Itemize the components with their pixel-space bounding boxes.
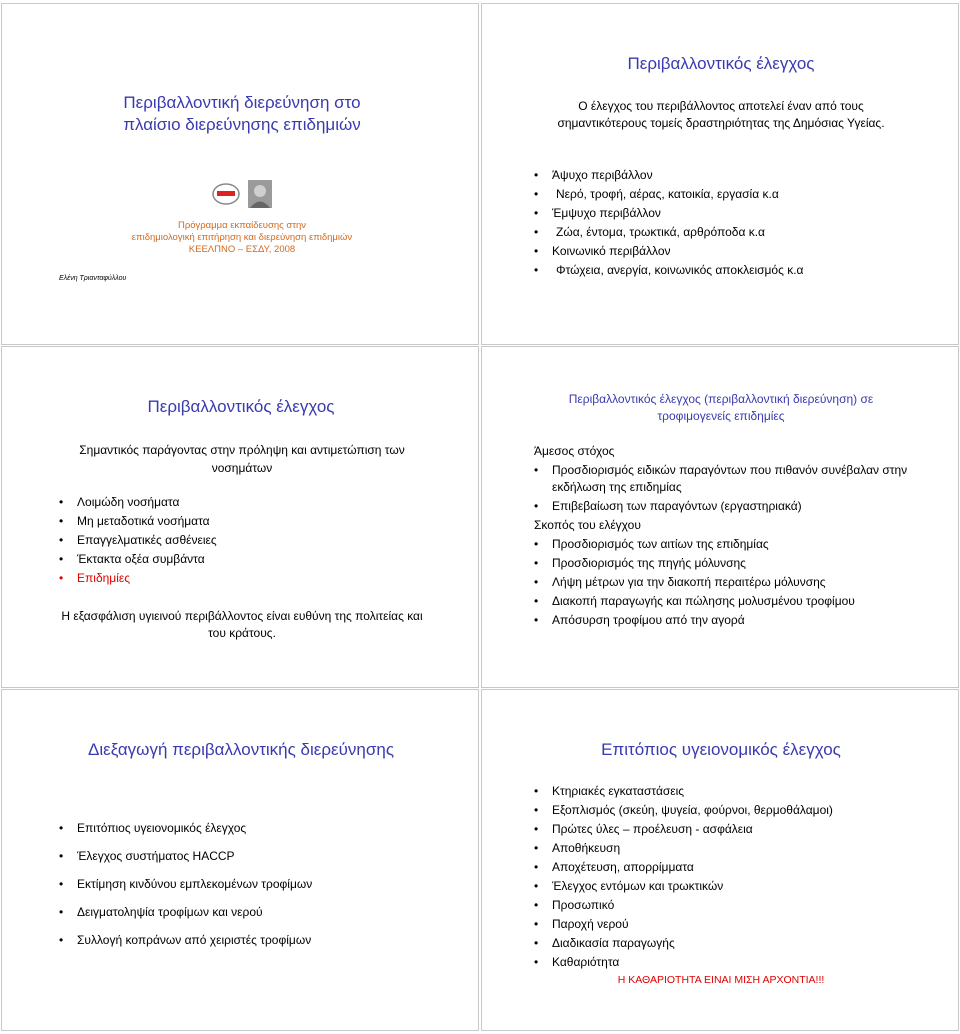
list-item: • Πρώτες ύλες – προέλευση - ασφάλεια — [534, 822, 944, 841]
slide-on-site-inspection — [481, 689, 959, 1031]
slide4-title: Περιβαλλοντικός έλεγχος (περιβαλλοντική διερεύνηση) σε τροφιμογενείς επιδημίες — [568, 392, 874, 423]
slide2-intro: Ο έλεγχος του περιβάλλοντος αποτελεί έναν από τους σημαντικότερους τομείς δραστηριότητας της Δημόσιας Υγείας. — [557, 99, 885, 130]
list-item: • Άψυχο περιβάλλον — [534, 168, 934, 187]
list-item: • Παροχή νερού — [534, 917, 944, 936]
slide4-content — [534, 443, 934, 631]
slide3-title: Περιβαλλοντικός έλεγχος — [147, 397, 335, 416]
slide-investigation-conduct — [1, 689, 479, 1031]
list-item: • Κτηριακές εγκαταστάσεις — [534, 784, 944, 803]
list-item: • Έλεγχος συστήματος HACCP — [59, 849, 459, 877]
list-item: • Μη μεταδοτικά νοσήματα — [59, 514, 439, 533]
highlight-item: • Επιδημίες — [59, 571, 439, 590]
slide-environmental-control-2 — [1, 346, 479, 688]
program-line-2: επιδημιολογική επιτήρηση και διερεύνηση επιδημιών — [131, 232, 353, 243]
list-item: • Καθαριότητα — [534, 955, 944, 974]
slide5-list — [59, 821, 459, 961]
list-item: • Έμψυχο περιβάλλον — [534, 206, 934, 225]
list-item: • Προσδιορισμός των αιτίων της επιδημίας — [534, 536, 934, 553]
slide3-closing: Η εξασφάλιση υγιεινού περιβάλλοντος είναι ευθύνη της πολιτείας και του κράτους. — [61, 609, 423, 640]
list-item: • Αποχέτευση, απορρίμματα — [534, 860, 944, 879]
list-item: • Λήψη μέτρων για την διακοπή περαιτέρω μόλυνσης — [534, 574, 934, 591]
sub-item: • Νερό, τροφή, αέρας, κατοικία, εργασία κ.α — [534, 187, 934, 206]
program-line-1: Πρόγραμμα εκπαίδευσης στην — [177, 220, 306, 231]
list-item: • Δειγματοληψία τροφίμων και νερού — [59, 905, 459, 933]
slide6-note: Η ΚΑΘΑΡΙΟΤΗΤΑ ΕΙΝΑΙ ΜΙΣΗ ΑΡΧΟΝΤΙΑ!!! — [617, 974, 825, 986]
list-item: • Εξοπλισμός (σκεύη, ψυγεία, φούρνοι, θερμοθάλαμοι) — [534, 803, 944, 822]
slide6-title: Επιτόπιος υγειονομικός έλεγχος — [601, 740, 841, 759]
section-heading: Άμεσος στόχος — [534, 444, 615, 458]
slide2-list — [534, 168, 934, 282]
list-item: • Έκτακτα οξέα συμβάντα — [59, 552, 439, 571]
list-item: • Επιτόπιος υγειονομικός έλεγχος — [59, 821, 459, 849]
list-item: • Διαδικασία παραγωγής — [534, 936, 944, 955]
sub-item: • Φτώχεια, ανεργία, κοινωνικός αποκλεισμός κ.α — [534, 263, 934, 282]
list-item: • Έλεγχος εντόμων και τρωκτικών — [534, 879, 944, 898]
list-item: • Λοιμώδη νοσήματα — [59, 495, 439, 514]
slide-environmental-control — [481, 3, 959, 345]
list-item: • Προσδιορισμός ειδικών παραγόντων που πιθανόν συνέβαλαν στην εκδήλωση της επιδημίας — [534, 462, 934, 496]
list-item: • Διακοπή παραγωγής και πώλησης μολυσμένου τροφίμου — [534, 593, 934, 610]
list-item: • Προσδιορισμός της πηγής μόλυνσης — [534, 555, 934, 572]
author: Ελένη Τριανταφύλλου — [59, 275, 127, 282]
section-heading: Σκοπός του ελέγχου — [534, 518, 641, 532]
program-info — [92, 220, 392, 256]
slide6-list — [534, 784, 944, 974]
slide3-intro: Σημαντικός παράγοντας στην πρόληψη και αντιμετώπιση των νοσημάτων — [79, 443, 405, 475]
list-item: • Απόσυρση τροφίμου από την αγορά — [534, 612, 934, 629]
slide5-title: Διεξαγωγή περιβαλλοντικής διερεύνησης — [87, 740, 395, 759]
slide-title-heading: Περιβαλλοντική διερεύνηση στο πλαίσιο διερεύνησης επιδημιών — [123, 93, 361, 134]
list-item: • Αποθήκευση — [534, 841, 944, 860]
list-item: • Συλλογή κοπράνων από χειριστές τροφίμων — [59, 933, 459, 961]
logo-icon — [212, 182, 240, 206]
sub-item: • Ζώα, έντομα, τρωκτικά, αρθρόποδα κ.α — [534, 225, 934, 244]
slide-title — [1, 3, 479, 345]
list-item: • Επιβεβαίωση των παραγόντων (εργαστηριακά) — [534, 498, 934, 515]
portrait-icon — [248, 180, 272, 208]
slide-foodborne-outbreaks — [481, 346, 959, 688]
slide2-title: Περιβαλλοντικός έλεγχος — [627, 54, 815, 73]
list-item: • Προσωπικό — [534, 898, 944, 917]
list-item: • Επαγγελματικές ασθένειες — [59, 533, 439, 552]
list-item: • Εκτίμηση κινδύνου εμπλεκομένων τροφίμων — [59, 877, 459, 905]
list-item: • Κοινωνικό περιβάλλον — [534, 244, 934, 263]
slide3-list — [59, 495, 439, 590]
program-line-3: ΚΕΕΛΠΝΟ – ΕΣΔΥ, 2008 — [188, 244, 296, 255]
